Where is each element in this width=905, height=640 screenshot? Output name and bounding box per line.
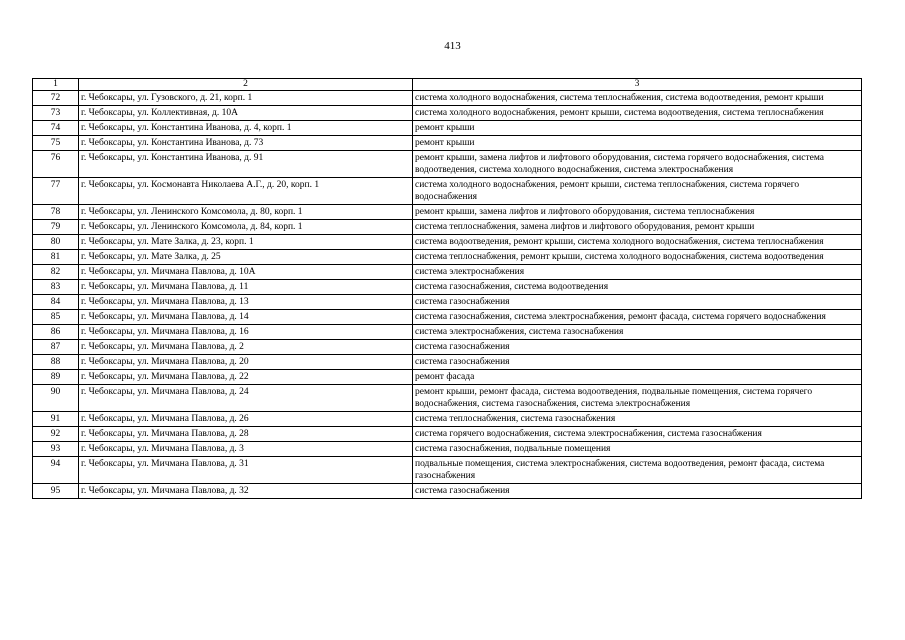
table-row (33, 280, 862, 295)
table-header-row (33, 79, 862, 91)
row-number-cell: 78 (33, 205, 79, 220)
column-header-2: 2 (79, 79, 413, 91)
table-row (33, 370, 862, 385)
works-cell: система холодного водоснабжения, ремонт крыши, система теплоснабжения, система горячего водоснабжения (413, 178, 862, 205)
table-row (33, 325, 862, 340)
works-cell: система газоснабжения (413, 295, 862, 310)
row-number-cell: 86 (33, 325, 79, 340)
table-row (33, 385, 862, 412)
address-cell: г. Чебоксары, ул. Мичмана Павлова, д. 16 (79, 325, 413, 340)
address-cell: г. Чебоксары, ул. Мате Залка, д. 25 (79, 250, 413, 265)
table-row (33, 106, 862, 121)
address-cell: г. Чебоксары, ул. Мичмана Павлова, д. 13 (79, 295, 413, 310)
address-cell: г. Чебоксары, ул. Константина Иванова, д. 91 (79, 151, 413, 178)
table-row (33, 136, 862, 151)
address-cell: г. Чебоксары, ул. Константина Иванова, д. 73 (79, 136, 413, 151)
address-cell: г. Чебоксары, ул. Мичмана Павлова, д. 11 (79, 280, 413, 295)
works-cell: система газоснабжения (413, 484, 862, 499)
table-row (33, 178, 862, 205)
works-cell: ремонт крыши, замена лифтов и лифтового оборудования, система горячего водоснабжения, система водоотведения, система холодного водоснабжения, система электроснабжения (413, 151, 862, 178)
row-number-cell: 73 (33, 106, 79, 121)
address-cell: г. Чебоксары, ул. Ленинского Комсомола, д. 84, корп. 1 (79, 220, 413, 235)
address-cell: г. Чебоксары, ул. Мичмана Павлова, д. 20 (79, 355, 413, 370)
row-number-cell: 91 (33, 412, 79, 427)
address-cell: г. Чебоксары, ул. Мате Залка, д. 23, корп. 1 (79, 235, 413, 250)
works-cell: система водоотведения, ремонт крыши, система холодного водоснабжения, система теплоснабжения (413, 235, 862, 250)
works-cell: система газоснабжения (413, 355, 862, 370)
address-cell: г. Чебоксары, ул. Коллективная, д. 10А (79, 106, 413, 121)
address-cell: г. Чебоксары, ул. Мичмана Павлова, д. 32 (79, 484, 413, 499)
address-cell: г. Чебоксары, ул. Мичмана Павлова, д. 22 (79, 370, 413, 385)
column-header-1: 1 (33, 79, 79, 91)
address-cell: г. Чебоксары, ул. Мичмана Павлова, д. 28 (79, 427, 413, 442)
table-body (33, 91, 862, 499)
row-number-cell: 79 (33, 220, 79, 235)
works-cell: ремонт фасада (413, 370, 862, 385)
works-cell: система электроснабжения (413, 265, 862, 280)
address-cell: г. Чебоксары, ул. Мичмана Павлова, д. 24 (79, 385, 413, 412)
row-number-cell: 77 (33, 178, 79, 205)
table-row (33, 427, 862, 442)
row-number-cell: 74 (33, 121, 79, 136)
address-works-table (32, 78, 862, 499)
row-number-cell: 95 (33, 484, 79, 499)
address-cell: г. Чебоксары, ул. Мичмана Павлова, д. 31 (79, 457, 413, 484)
column-header-3: 3 (413, 79, 862, 91)
table-row (33, 457, 862, 484)
address-cell: г. Чебоксары, ул. Космонавта Николаева А.Г., д. 20, корп. 1 (79, 178, 413, 205)
works-cell: ремонт крыши, ремонт фасада, система водоотведения, подвальные помещения, система горячего водоснабжения, система газоснабжения, система электроснабжения (413, 385, 862, 412)
table-row (33, 310, 862, 325)
works-cell: подвальные помещения, система электроснабжения, система водоотведения, ремонт фасада, система газоснабжения (413, 457, 862, 484)
address-cell: г. Чебоксары, ул. Ленинского Комсомола, д. 80, корп. 1 (79, 205, 413, 220)
address-cell: г. Чебоксары, ул. Гузовского, д. 21, корп. 1 (79, 91, 413, 106)
works-cell: ремонт крыши (413, 121, 862, 136)
works-cell: ремонт крыши (413, 136, 862, 151)
table-row (33, 235, 862, 250)
table-row (33, 295, 862, 310)
row-number-cell: 82 (33, 265, 79, 280)
table-row (33, 91, 862, 106)
works-cell: ремонт крыши, замена лифтов и лифтового оборудования, система теплоснабжения (413, 205, 862, 220)
row-number-cell: 85 (33, 310, 79, 325)
table-row (33, 484, 862, 499)
table-row (33, 442, 862, 457)
page-number: 413 (444, 40, 461, 52)
table-row (33, 340, 862, 355)
table-row (33, 355, 862, 370)
works-cell: система холодного водоснабжения, система теплоснабжения, система водоотведения, ремонт крыши (413, 91, 862, 106)
row-number-cell: 87 (33, 340, 79, 355)
address-cell: г. Чебоксары, ул. Мичмана Павлова, д. 3 (79, 442, 413, 457)
row-number-cell: 92 (33, 427, 79, 442)
table-row (33, 412, 862, 427)
row-number-cell: 76 (33, 151, 79, 178)
table-row (33, 265, 862, 280)
table-row (33, 205, 862, 220)
row-number-cell: 72 (33, 91, 79, 106)
address-cell: г. Чебоксары, ул. Мичмана Павлова, д. 2 (79, 340, 413, 355)
works-cell: система теплоснабжения, замена лифтов и лифтового оборудования, ремонт крыши (413, 220, 862, 235)
works-cell: система холодного водоснабжения, ремонт крыши, система водоотведения, система теплоснабжения (413, 106, 862, 121)
address-cell: г. Чебоксары, ул. Мичмана Павлова, д. 14 (79, 310, 413, 325)
works-cell: система газоснабжения, система водоотведения (413, 280, 862, 295)
row-number-cell: 89 (33, 370, 79, 385)
works-cell: система теплоснабжения, система газоснабжения (413, 412, 862, 427)
table-row (33, 121, 862, 136)
row-number-cell: 81 (33, 250, 79, 265)
row-number-cell: 90 (33, 385, 79, 412)
row-number-cell: 84 (33, 295, 79, 310)
row-number-cell: 93 (33, 442, 79, 457)
table-row (33, 151, 862, 178)
works-cell: система электроснабжения, система газоснабжения (413, 325, 862, 340)
works-cell: система теплоснабжения, ремонт крыши, система холодного водоснабжения, система водоотведения (413, 250, 862, 265)
address-cell: г. Чебоксары, ул. Мичмана Павлова, д. 26 (79, 412, 413, 427)
row-number-cell: 80 (33, 235, 79, 250)
row-number-cell: 75 (33, 136, 79, 151)
works-cell: система газоснабжения (413, 340, 862, 355)
row-number-cell: 88 (33, 355, 79, 370)
works-cell: система газоснабжения, система электроснабжения, ремонт фасада, система горячего водоснабжения (413, 310, 862, 325)
table-row (33, 220, 862, 235)
address-cell: г. Чебоксары, ул. Мичмана Павлова, д. 10А (79, 265, 413, 280)
works-cell: система горячего водоснабжения, система электроснабжения, система газоснабжения (413, 427, 862, 442)
row-number-cell: 94 (33, 457, 79, 484)
works-cell: система газоснабжения, подвальные помещения (413, 442, 862, 457)
row-number-cell: 83 (33, 280, 79, 295)
address-cell: г. Чебоксары, ул. Константина Иванова, д. 4, корп. 1 (79, 121, 413, 136)
table-row (33, 250, 862, 265)
